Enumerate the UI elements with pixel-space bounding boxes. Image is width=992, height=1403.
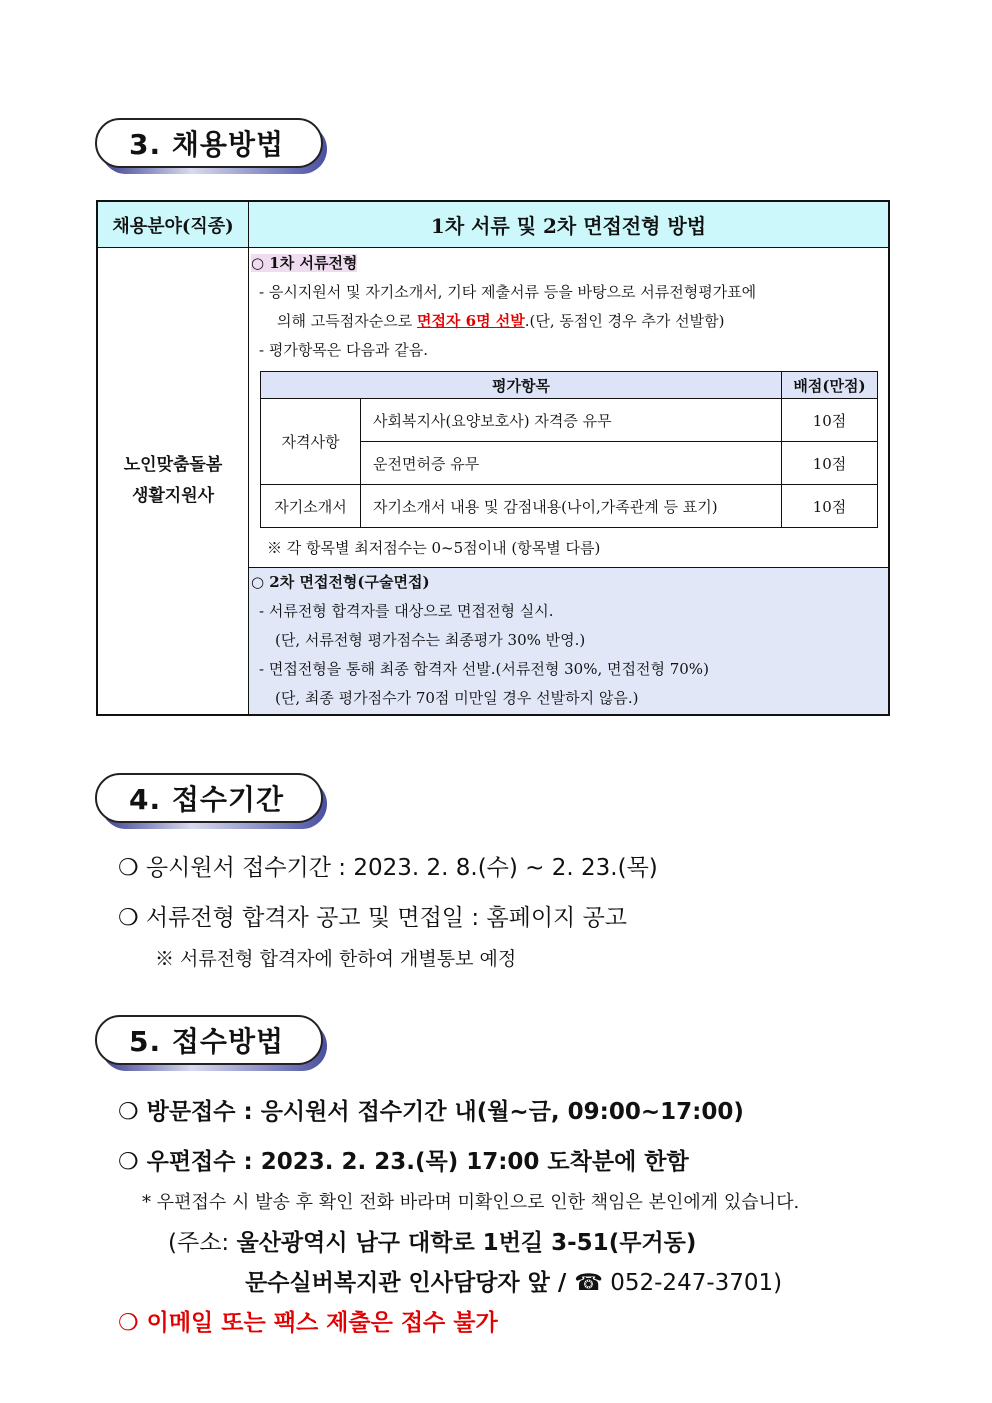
section-5-title: 5. 접수방법	[95, 1015, 323, 1065]
section-3-title: 3. 채용방법	[95, 118, 323, 168]
job-line: 노인맞춤돌봄	[123, 455, 223, 475]
stage2-line: - 서류전형 합격자를 대상으로 면접전형 실시.	[259, 602, 554, 620]
evaluation-table	[260, 371, 878, 528]
period-item: ❍ 응시원서 접수기간 : 2023. 2. 8.(수) ~ 2. 23.(목)	[118, 855, 658, 881]
eval-group-self-intro: 자기소개서	[261, 485, 361, 528]
stage2-line: (단, 서류전형 평가점수는 최종평가 30% 반영.)	[275, 631, 586, 649]
phone-icon: ☎	[574, 1270, 611, 1296]
stage1-line1: - 응시지원서 및 자기소개서, 기타 제출서류 등을 바탕으로 서류전형평가표에	[259, 283, 757, 301]
eval-item: 운전면허증 유무	[361, 442, 782, 485]
job-title	[97, 248, 249, 716]
section-3-header	[95, 118, 323, 168]
col-header-job: 채용분야(직종)	[97, 201, 249, 248]
eval-item: 사회복지사(요양보호사) 자격증 유무	[361, 399, 782, 442]
address-line1: (주소: 울산광역시 남구 대학로 1번길 3-51(무거동)	[168, 1230, 697, 1256]
section-4-title: 4. 접수기간	[95, 773, 323, 823]
eval-score: 10점	[782, 442, 878, 485]
eval-header-score: 배점(만점)	[782, 372, 878, 399]
eval-score: 10점	[782, 399, 878, 442]
warning-text: ❍ 이메일 또는 팩스 제출은 접수 불가	[118, 1310, 498, 1336]
eval-group-qualification: 자격사항	[261, 399, 361, 485]
method-item: ❍ 방문접수 : 응시원서 접수기간 내(월~금, 09:00~17:00)	[118, 1099, 744, 1125]
col-header-method: 1차 서류 및 2차 면접전형 방법	[249, 201, 890, 248]
highlight-text: 면접자 6명 선발	[416, 312, 525, 330]
stage2-cell	[249, 568, 890, 716]
stage1-note: ※ 각 항목별 최저점수는 0~5점이내 (항목별 다름)	[267, 539, 601, 557]
address-line2: 문수실버복지관 인사담당자 앞 / ☎ 052-247-3701)	[245, 1270, 783, 1296]
phone-number: 052-247-3701)	[610, 1270, 783, 1296]
stage2-title: ○ 2차 면접전형(구술면접)	[251, 573, 430, 591]
period-item: ❍ 서류전형 합격자 공고 및 면접일 : 홈페이지 공고	[118, 905, 627, 931]
eval-header-item: 평가항목	[261, 372, 782, 399]
section-5-header	[95, 1015, 323, 1065]
eval-item: 자기소개서 내용 및 감점내용(나이,가족관계 등 표기)	[361, 485, 782, 528]
method-note: * 우편접수 시 발송 후 확인 전화 바라며 미확인으로 인한 책임은 본인에게 있습니다.	[142, 1192, 800, 1213]
stage1-title: ○ 1차 서류전형	[251, 254, 358, 272]
stage1-line3: - 평가항목은 다음과 같음.	[259, 341, 429, 359]
eval-score: 10점	[782, 485, 878, 528]
period-note: ※ 서류전형 합격자에 한하여 개별통보 예정	[155, 948, 517, 970]
section-4-header	[95, 773, 323, 823]
job-line: 생활지원사	[131, 486, 215, 506]
stage2-line: - 면접전형을 통해 최종 합격자 선발.(서류전형 30%, 면접전형 70%)	[259, 660, 709, 678]
method-item: ❍ 우편접수 : 2023. 2. 23.(목) 17:00 도착분에 한함	[118, 1149, 689, 1175]
stage1-line2: 의해 고득점자순으로 면접자 6명 선발.(단, 동점인 경우 추가 선발함)	[277, 312, 725, 330]
stage2-line: (단, 최종 평가점수가 70점 미만일 경우 선발하지 않음.)	[275, 689, 639, 707]
